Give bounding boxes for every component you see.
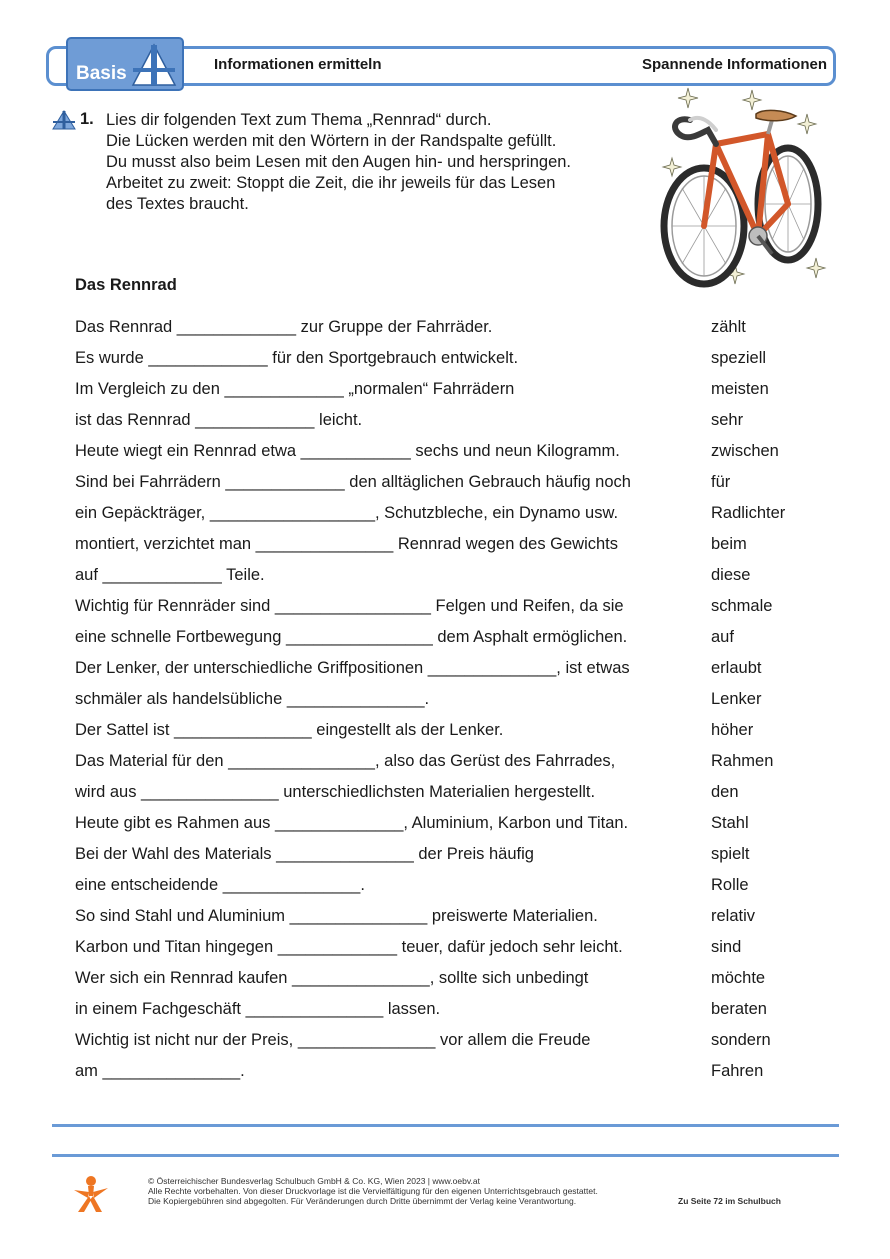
text-row [75, 998, 795, 1029]
header-section-title: Informationen ermitteln [214, 56, 382, 73]
sentence: Wichtig ist nicht nur der Preis, _______________ vor allem die Freude [75, 1031, 591, 1049]
sentence: Heute wiegt ein Rennrad etwa ____________ sechs und neun Kilogramm. [75, 442, 620, 460]
text-row [75, 657, 795, 688]
margin-word: speziell [711, 349, 767, 367]
text-title: Das Rennrad [75, 276, 177, 294]
footer-divider [52, 1124, 839, 1127]
sentence: Karbon und Titan hingegen _____________ teuer, dafür jedoch sehr leicht. [75, 938, 623, 956]
margin-word: für [711, 473, 731, 491]
margin-word: Fahren [711, 1062, 764, 1080]
margin-word: erlaubt [711, 659, 762, 677]
margin-word: höher [711, 721, 754, 739]
margin-word: Radlichter [711, 504, 786, 522]
text-row [75, 936, 795, 967]
footer-divider [52, 1154, 839, 1157]
copyright-notice [148, 1176, 598, 1206]
level-label: Basis [76, 63, 127, 84]
text-row [75, 471, 795, 502]
margin-word: den [711, 783, 739, 801]
text-row [75, 719, 795, 750]
sentence: Wer sich ein Rennrad kaufen _______________, sollte sich unbedingt [75, 969, 589, 987]
task-line: Die Lücken werden mit den Wörtern in der Randspalte gefüllt. [106, 132, 557, 150]
copyright-line: Die Kopiergebühren sind abgegolten. Für Veränderungen durch Dritte übernimmt der Verlag keine Verantwortung. [148, 1196, 577, 1206]
sentence: Das Material für den ________________, also das Gerüst des Fahrrades, [75, 752, 616, 770]
text-row [75, 781, 795, 812]
margin-word: zählt [711, 318, 746, 336]
sentence: Bei der Wahl des Materials _______________ der Preis häufig [75, 845, 534, 863]
text-row [75, 967, 795, 998]
text-row [75, 595, 795, 626]
margin-word: Lenker [711, 690, 762, 708]
sentence: wird aus _______________ unterschiedlichsten Materialien hergestellt. [75, 783, 596, 801]
margin-word: beraten [711, 1000, 767, 1018]
task-number: 1. [80, 110, 94, 128]
text-row [75, 750, 795, 781]
sentence: Im Vergleich zu den _____________ „normalen“ Fahrrädern [75, 380, 515, 398]
margin-word: Rahmen [711, 752, 774, 770]
sentence: Es wurde _____________ für den Sportgebrauch entwickelt. [75, 349, 519, 367]
sentence: montiert, verzichtet man _______________ Rennrad wegen des Gewichts [75, 535, 619, 553]
task-line: Du musst also beim Lesen mit den Augen hin- und herspringen. [106, 153, 572, 171]
sentence: ein Gepäckträger, __________________, Schutzbleche, ein Dynamo usw. [75, 504, 619, 522]
text-row [75, 905, 795, 936]
racing-bike-illustration [660, 86, 830, 296]
sentence: Der Lenker, der unterschiedliche Griffpositionen ______________, ist etwas [75, 659, 630, 677]
task-instructions [106, 110, 646, 215]
sentence: am _______________. [75, 1062, 245, 1080]
margin-word: spielt [711, 845, 750, 863]
cloze-text [75, 316, 795, 1091]
margin-word: sondern [711, 1031, 771, 1049]
text-row [75, 1060, 795, 1091]
sentence: Heute gibt es Rahmen aus ______________, Aluminium, Karbon und Titan. [75, 814, 629, 832]
margin-word: Rolle [711, 876, 749, 894]
task-line: Arbeitet zu zweit: Stoppt die Zeit, die ihr jeweils für das Lesen [106, 174, 556, 192]
text-row [75, 1029, 795, 1060]
text-row [75, 316, 795, 347]
text-row [75, 564, 795, 595]
text-row [75, 812, 795, 843]
margin-word: sind [711, 938, 742, 956]
margin-word: beim [711, 535, 747, 553]
text-row [75, 378, 795, 409]
text-row [75, 533, 795, 564]
basis-level-icon [52, 110, 76, 130]
task-line: des Textes braucht. [106, 195, 249, 213]
sentence: eine entscheidende _______________. [75, 876, 365, 894]
sentence: auf _____________ Teile. [75, 566, 265, 584]
margin-word: zwischen [711, 442, 779, 460]
margin-word: meisten [711, 380, 769, 398]
margin-word: sehr [711, 411, 744, 429]
sentence: Wichtig für Rennräder sind _________________ Felgen und Reifen, da sie [75, 597, 624, 615]
header-topic-title: Spannende Informationen [641, 56, 827, 73]
triangle-level-icon [130, 42, 178, 88]
margin-word: möchte [711, 969, 766, 987]
task-line: Lies dir folgenden Text zum Thema „Rennrad“ durch. [106, 111, 492, 129]
sentence: Sind bei Fahrrädern _____________ den alltäglichen Gebrauch häufig noch [75, 473, 631, 491]
copyright-line: © Österreichischer Bundesverlag Schulbuch GmbH & Co. KG, Wien 2023 | www.oebv.at [148, 1176, 480, 1186]
sentence: eine schnelle Fortbewegung ________________ dem Asphalt ermöglichen. [75, 628, 628, 646]
margin-word: auf [711, 628, 734, 646]
text-row [75, 874, 795, 905]
text-row [75, 843, 795, 874]
sentence: in einem Fachgeschäft _______________ lassen. [75, 1000, 441, 1018]
text-row [75, 502, 795, 533]
margin-word: Stahl [711, 814, 749, 832]
margin-word: diese [711, 566, 751, 584]
text-row [75, 626, 795, 657]
margin-word: relativ [711, 907, 756, 925]
sentence: Das Rennrad _____________ zur Gruppe der Fahrräder. [75, 318, 493, 336]
text-row [75, 688, 795, 719]
copyright-line: Alle Rechte vorbehalten. Von dieser Druckvorlage ist die Vervielfältigung für den eigenen Unterrichtsgebrauch gestattet. [148, 1186, 598, 1196]
sentence: Der Sattel ist _______________ eingestellt als der Lenker. [75, 721, 504, 739]
sentence: So sind Stahl und Aluminium _______________ preiswerte Materialien. [75, 907, 598, 925]
publisher-logo-icon [72, 1174, 110, 1214]
sentence: schmäler als handelsübliche _______________. [75, 690, 430, 708]
text-row [75, 440, 795, 471]
level-badge [66, 37, 184, 91]
text-row [75, 409, 795, 440]
text-row [75, 347, 795, 378]
margin-word: schmale [711, 597, 773, 615]
sentence: ist das Rennrad _____________ leicht. [75, 411, 363, 429]
schoolbook-page-reference: Zu Seite 72 im Schulbuch [678, 1196, 781, 1206]
